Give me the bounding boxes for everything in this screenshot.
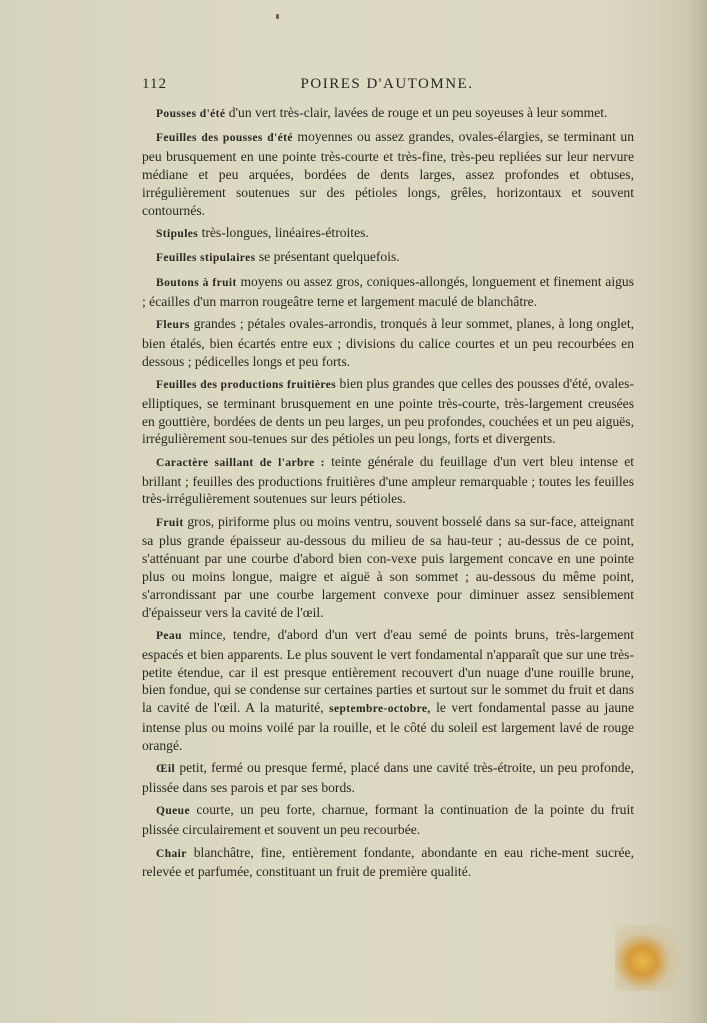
paragraph-pousses [142,104,634,124]
paragraph-caractere [142,453,634,508]
paragraph-feuilles-productions [142,375,634,448]
description: petit, fermé ou presque fermé, placé dans une cavité très-étroite, un peu profonde, plissée dans ses parois et par ses bords. [142,760,634,796]
description: grandes ; pétales ovales-arrondis, tronqués à leur sommet, planes, à long onglet, bien étalés, bien écartés entre eux ; divisions du calice courtes et un peu recourbées en dessous ; pédicelles longs et peu forts. [142,315,634,369]
running-title: POIRES D'AUTOMNE. [300,76,474,92]
description: teinte générale du feuillage d'un vert bleu intense et brillant ; feuilles des productions fruitières d'une ampleur remarquable ; toutes les feuilles très-irrégulièrement soutenues sur leurs pétioles. [142,453,635,507]
term: Feuilles des productions fruitières [156,378,337,391]
paragraph-peau [142,626,634,755]
description: mince, tendre, d'abord d'un vert d'eau semé de points bruns, très-largement espacés et bien apparents. Le plus souvent le vert fondamental n'apparaît que sur une très-petite étendue, car il est presque entièrement recouvert d'un nuage d'une rouille brune, bien fondue, qui se condense sur certaines parties et surtout sur le sommet du fruit et dans la cavité de l'œil. A la maturité, [142,627,634,716]
term: Feuilles stipulaires [156,252,256,265]
term: Peau [156,630,182,643]
description: gros, piriforme plus ou moins ventru, souvent bosselé dans sa sur-face, atteignant sa plus grande épaisseur au-dessous du milieu de sa hau-teur ; au-dessus de ce point, s'atténuant par une courbe d'abord bien con-vexe puis largement concave en une pointe plus ou moins longue, maigre et aiguë à son sommet ; au-dessous du même point, s'arrondissant par une courbe largement convexe pour diminuer assez sensiblement d'épaisseur vers la cavité de l'œil. [142,513,634,620]
paragraph-feuilles-pousses [142,128,634,219]
page-header [142,76,632,96]
page-stain [615,925,693,991]
description: blanchâtre, fine, entièrement fondante, abondante en eau riche-ment sucrée, relevée et parfumée, constituant un fruit de première qualité. [142,844,634,880]
page-number: 112 [142,76,167,92]
paragraph-feuilles-stipulaires [142,248,634,268]
description: d'un vert très-clair, lavées de rouge et un peu soyeuses à leur sommet. [225,105,608,120]
term: Stipules [156,227,199,240]
description: moyennes ou assez grandes, ovales-élargies, se terminant un peu brusquement en une pointe très-courte et très-fine, très-peu repliées sur leur nervure médiane et peu arquées, bordées de dents larges, assez profondes et obtuses, irrégulièrement soutenues sur des pétioles longs, grêles, horizontaux et souvent contournés. [142,129,634,218]
term: Fleurs [156,318,190,331]
description-continued: le vert fondamental passe au jaune intense plus ou moins voilé par la rouille, et le côté du soleil est largement lavé de rouge orangé. [142,700,634,753]
paragraph-stipules [142,224,634,244]
paragraph-chair [142,844,634,882]
term: Queue [156,805,190,818]
paragraph-queue [142,801,634,839]
print-mark [276,14,279,19]
term: Pousses d'été [156,108,226,120]
maturity-term: septembre-octobre, [329,703,431,716]
page-body [142,104,634,886]
description: moyens ou assez gros, coniques-allongés, longuement et finement aigus ; écailles d'un marron rougeâtre terne et largement maculé de blanchâtre. [142,273,634,309]
description: se présentant quelquefois. [255,249,400,265]
paragraph-fleurs [142,315,634,370]
term: Chair [156,847,187,860]
term: Boutons à fruit [156,276,237,289]
description: courte, un peu forte, charnue, formant la continuation de la pointe du fruit plissée circulairement et souvent un peu recourbée. [142,802,634,838]
paragraph-fruit [142,513,634,622]
description: bien plus grandes que celles des pousses d'été, ovales-elliptiques, se terminant brusquement en une pointe très-courte, très-largement creusées en gouttière, bordées de dents un peu larges, un peu profondes, couchées et un peu aiguës, irrégulièrement sou-tenues sur des pétioles un peu longs, forts et divergents. [142,375,634,447]
paragraph-oeil [142,759,634,797]
paragraph-boutons [142,273,634,311]
term: Feuilles des pousses d'été [156,132,293,145]
term: Œil [156,763,176,776]
description: très-longues, linéaires-étroites. [198,224,369,240]
term: Caractère saillant de l'arbre : [156,456,325,469]
term: Fruit [156,516,184,529]
